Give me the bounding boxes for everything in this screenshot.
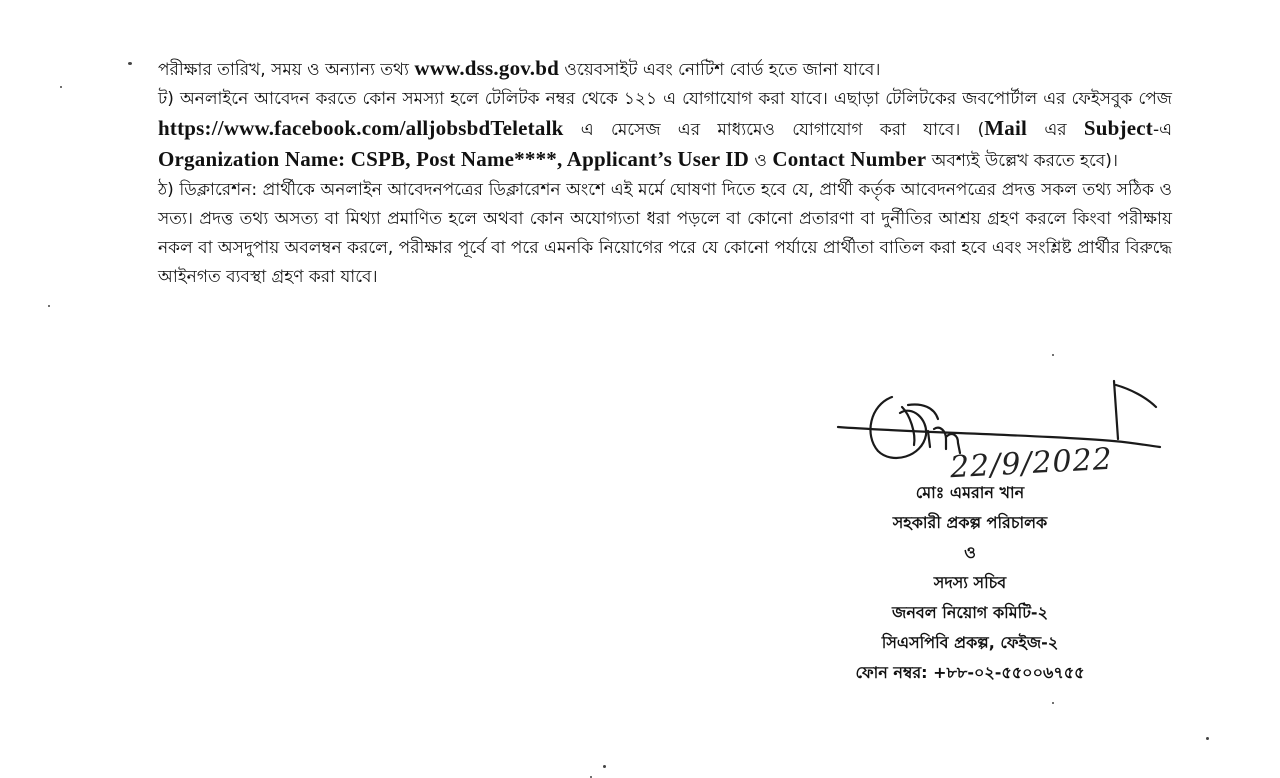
latin-text-segment: Organization Name: CSPB, Post Name****, Applicant’s User ID: [158, 147, 750, 171]
bangla-text-segment: ও: [749, 151, 773, 171]
scan-speck: [1206, 737, 1209, 740]
latin-text-segment: https://www.facebook.com/alljobsbdTeletalk: [158, 116, 564, 140]
latin-text-segment: www.dss.gov.bd: [414, 56, 560, 80]
bangla-text-segment: ট) অনলাইনে আবেদন করতে কোন সমস্যা হলে টেলিটক নম্বর থেকে ১২১ এ যোগাযোগ করা যাবে। এছাড়া টেলিটকের জবপোর্টাল এর ফেইসবুক পেজ: [158, 89, 1172, 109]
scan-speck: [48, 305, 50, 307]
scan-speck: [60, 86, 62, 88]
signature-date: 22/9/2022: [949, 441, 1114, 486]
officer-name: মোঃ এমরান খান: [915, 483, 1025, 502]
officer-phone: ফোন নম্বর: +৮৮-০২-৫৫০০৬৭৫৫: [855, 663, 1085, 682]
officer-committee: জনবল নিয়োগ কমিটি-২: [892, 603, 1048, 622]
bangla-text-segment: এ মেসেজ এর মাধ্যমেও যোগাযোগ করা যাবে। (: [563, 120, 985, 140]
officer-conjunction: ও: [964, 543, 976, 562]
paragraph-declaration: [158, 176, 1172, 292]
paragraph-contact-info: [158, 85, 1172, 176]
bangla-text-segment: এর: [1027, 120, 1084, 140]
scan-speck: [603, 765, 606, 768]
latin-text-segment: Subject: [1083, 116, 1153, 140]
scan-speck: [128, 62, 132, 65]
bangla-text-segment: -এ: [1152, 120, 1173, 140]
officer-project: সিএসপিবি প্রকল্প, ফেইজ-২: [881, 633, 1059, 652]
paragraph-exam-info: [158, 54, 1172, 85]
bangla-text-segment: অবশ্যই উল্লেখ করতে হবে)।: [926, 151, 1118, 171]
bangla-text-segment: ঠ) ডিক্লারেশন: প্রার্থীকে অনলাইন আবেদনপত্রের ডিক্লারেশন অংশে এই মর্মে ঘোষণা দিতে হবে যে, প্রার্থী কর্তৃক আবেদনপত্রের প্রদত্ত সকল তথ্য সঠিক ও সত্য। প্রদত্ত তথ্য অসত্য বা মিথ্যা প্রমাণিত হলে অথবা কোন অযোগ্যতা ধরা পড়লে বা কোনো প্রতারণা বা দুর্নীতির আশ্রয় গ্রহণ করলে কিংবা পরীক্ষায় নকল বা অসদুপায় অবলম্বন করলে, পরীক্ষার পূর্বে বা পরে এমনকি নিয়োগের পরে যে কোনো পর্যায়ে প্রার্থীতা বাতিল করা হবে এবং সংশ্লিষ্ট প্রার্থীর বিরুদ্ধে আইনগত ব্যবস্থা গ্রহণ করা যাবে।: [158, 180, 1172, 287]
body-text: [158, 54, 1172, 292]
latin-text-segment: Contact Number: [772, 147, 927, 171]
scan-speck: [1052, 702, 1054, 704]
officer-block: [780, 478, 1160, 688]
scan-speck: [1052, 354, 1054, 356]
latin-text-segment: Mail: [984, 116, 1028, 140]
bangla-text-segment: ওয়েবসাইট এবং নোটিশ বোর্ড হতে জানা যাবে।: [559, 60, 881, 80]
officer-designation: সহকারী প্রকল্প পরিচালক: [892, 513, 1048, 532]
bangla-text-segment: পরীক্ষার তারিখ, সময় ও অন্যান্য তথ্য: [158, 60, 415, 80]
officer-role: সদস্য সচিব: [933, 573, 1007, 592]
